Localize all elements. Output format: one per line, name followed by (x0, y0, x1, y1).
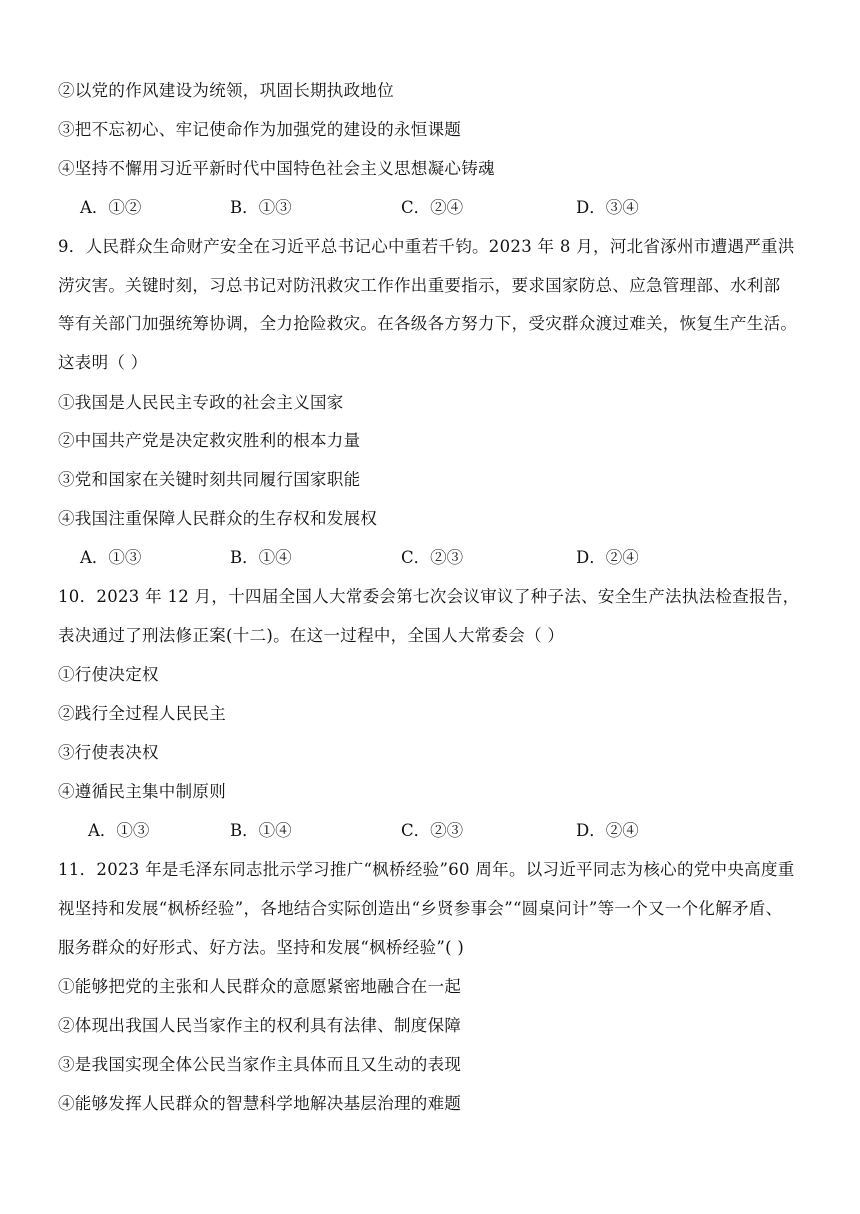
q8-option-c[interactable]: C．②④ (401, 198, 464, 217)
q11-stem-line-3: 服务群众的好形式、好方法。坚持和发展“枫桥经验”( ) (58, 938, 465, 957)
q10-option-a[interactable]: A．①③ (88, 821, 150, 840)
q8-option-a[interactable]: A．①② (80, 198, 142, 217)
q10-option-c[interactable]: C．②③ (401, 821, 464, 840)
q11-stem-line-1: 11．2023 年是毛泽东同志批示学习推广“枫桥经验”60 周年。以习近平同志为核心的党中央高度重 (58, 860, 795, 879)
q8-option-b[interactable]: B．①③ (230, 198, 292, 217)
q11-statement-1: ①能够把党的主张和人民群众的意愿紧密地融合在一起 (58, 977, 462, 996)
q9-statement-2: ②中国共产党是决定救灾胜利的根本力量 (58, 431, 361, 450)
q9-statement-1: ①我国是人民民主专政的社会主义国家 (58, 393, 344, 412)
q11-statement-3: ③是我国实现全体公民当家作主具体而且又生动的表现 (58, 1055, 462, 1074)
q8-statement-4: ④坚持不懈用习近平新时代中国特色社会主义思想凝心铸魂 (58, 159, 495, 178)
q10-option-d[interactable]: D．②④ (576, 821, 639, 840)
q11-statement-2: ②体现出我国人民当家作主的权利具有法律、制度保障 (58, 1016, 462, 1035)
q8-statement-3: ③把不忘初心、牢记使命作为加强党的建设的永恒课题 (58, 120, 462, 139)
q9-statement-4: ④我国注重保障人民群众的生存权和发展权 (58, 509, 378, 528)
q9-stem-line-2: 涝灾害。关键时刻，习总书记对防汛救灾工作作出重要指示，要求国家防总、应急管理部、水利部 (58, 276, 781, 295)
q8-option-d[interactable]: D．③④ (576, 198, 639, 217)
q9-stem-line-3: 等有关部门加强统筹协调，全力抢险救灾。在各级各方努力下，受灾群众渡过难关，恢复生产生活。 (58, 314, 798, 333)
q9-option-c[interactable]: C．②③ (401, 548, 464, 567)
q10-statement-1: ①行使决定权 (58, 665, 159, 684)
q9-stem-line-1: 9．人民群众生命财产安全在习近平总书记心中重若千钧。2023 年 8 月，河北省涿州市遭遇严重洪 (58, 237, 795, 256)
q9-statement-3: ③党和国家在关键时刻共同履行国家职能 (58, 470, 361, 489)
q9-option-a[interactable]: A．①③ (80, 548, 142, 567)
q10-statement-3: ③行使表决权 (58, 743, 159, 762)
q11-stem-line-2: 视坚持和发展“枫桥经验”，各地结合实际创造出“乡贤参事会”“圆桌问计”等一个又一个化解矛盾、 (58, 899, 783, 918)
q10-stem-line-1: 10．2023 年 12 月，十四届全国人大常委会第七次会议审议了种子法、安全生产法执法检查报告， (58, 587, 800, 606)
q8-statement-2: ②以党的作风建设为统领，巩固长期执政地位 (58, 81, 394, 100)
q9-stem-line-4: 这表明（ ） (58, 353, 148, 372)
q10-option-b[interactable]: B．①④ (230, 821, 292, 840)
q11-statement-4: ④能够发挥人民群众的智慧科学地解决基层治理的难题 (58, 1094, 462, 1113)
q9-option-b[interactable]: B．①④ (230, 548, 292, 567)
q10-statement-2: ②践行全过程人民民主 (58, 704, 226, 723)
q9-option-d[interactable]: D．②④ (576, 548, 639, 567)
q10-stem-line-2: 表决通过了刑法修正案(十二)。在这一过程中，全国人大常委会（ ） (58, 626, 565, 645)
q10-statement-4: ④遵循民主集中制原则 (58, 782, 226, 801)
